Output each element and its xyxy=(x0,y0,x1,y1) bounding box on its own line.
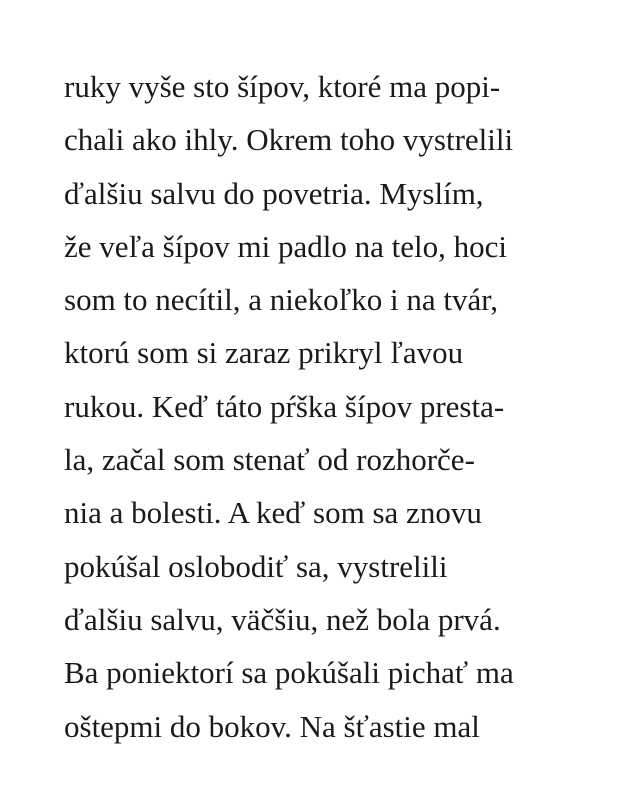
text-line: ďalšiu salvu, väčšiu, než bola prvá. xyxy=(64,601,501,637)
text-line: rukou. Keď táto pŕška šípov presta- xyxy=(64,388,505,424)
text-line: chali ako ihly. Okrem toho vystrelili xyxy=(64,122,514,158)
text-line: ďalšiu salvu do povetria. Myslím, xyxy=(64,175,484,211)
text-line: ktorú som si zaraz prikryl ľavou xyxy=(64,335,464,371)
text-line: nia a bolesti. A keď som sa znovu xyxy=(64,495,482,531)
body-text xyxy=(64,60,584,753)
text-line: pokúšal oslobodiť sa, vystrelili xyxy=(64,548,448,584)
text-line: že veľa šípov mi padlo na telo, hoci xyxy=(64,228,508,264)
text-line: la, začal som stenať od rozhorče- xyxy=(64,442,475,478)
text-line: Ba poniektorí sa pokúšali pichať ma xyxy=(64,655,514,691)
text-line: oštepmi do bokov. Na šťastie mal xyxy=(64,708,480,744)
text-line: ruky vyše sto šípov, ktoré ma popi- xyxy=(64,69,501,104)
text-line: som to necítil, a niekoľko i na tvár, xyxy=(64,282,499,318)
